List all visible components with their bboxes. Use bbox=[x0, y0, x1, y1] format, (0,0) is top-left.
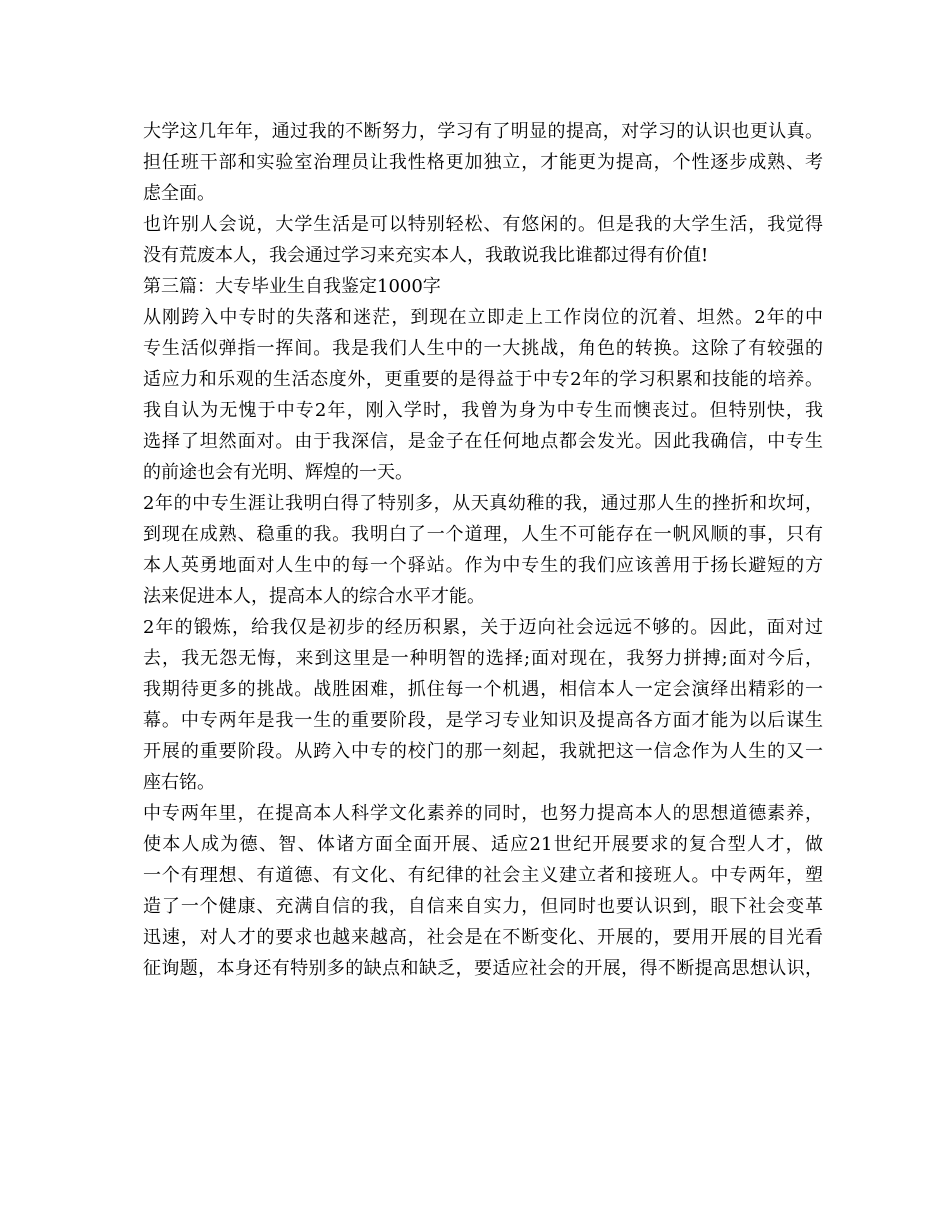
text-line: 我期待更多的挑战。战胜困难，抓住每一个机遇，相信本人一定会演绎出精彩的一 bbox=[143, 679, 823, 700]
text-line: 一个有理想、有道德、有文化、有纪律的社会主义建立者和接班人。中专两年，塑 bbox=[143, 865, 823, 886]
text-line: 使本人成为德、智、体诸方面全面开展、适应21世纪开展要求的复合型人才，做 bbox=[143, 834, 823, 855]
text-line: 幕。中专两年是我一生的重要阶段，是学习专业知识及提高各方面才能为以后谋生 bbox=[143, 710, 823, 731]
text-line: 到现在成熟、稳重的我。我明白了一个道理，人生不可能存在一帆风顺的事，只有 bbox=[143, 524, 823, 545]
text-line: 没有荒废本人，我会通过学习来充实本人，我敢说我比谁都过得有价值! bbox=[143, 245, 709, 266]
text-line: 造了一个健康、充满自信的我，自信来自实力，但同时也要认识到，眼下社会变革 bbox=[143, 896, 823, 917]
text-line: 座右铭。 bbox=[143, 772, 215, 793]
text-line: 也许别人会说，大学生活是可以特别轻松、有悠闲的。但是我的大学生活，我觉得 bbox=[143, 214, 823, 235]
text-line: 征询题，本身还有特别多的缺点和缺乏，要适应社会的开展，得不断提高思想认识， bbox=[143, 958, 823, 979]
text-line: 的前途也会有光明、辉煌的一天。 bbox=[143, 462, 413, 483]
text-line: 专生活似弹指一挥间。我是我们人生中的一大挑战，角色的转换。这除了有较强的 bbox=[143, 338, 823, 359]
document-body bbox=[143, 116, 823, 984]
text-line: 2年的锻炼，给我仅是初步的经历积累，关于迈向社会远远不够的。因此，面对过 bbox=[143, 617, 823, 638]
text-line: 法来促进本人，提高本人的综合水平才能。 bbox=[143, 586, 485, 607]
text-line: 担任班干部和实验室治理员让我性格更加独立，才能更为提高，个性逐步成熟、考 bbox=[143, 152, 823, 173]
text-line: 大学这几年年，通过我的不断努力，学习有了明显的提高，对学习的认识也更认真。 bbox=[143, 121, 823, 142]
text-line: 2年的中专生涯让我明白得了特别多，从天真幼稚的我，通过那人生的挫折和坎坷， bbox=[143, 493, 823, 514]
text-line: 本人英勇地面对人生中的每一个驿站。作为中专生的我们应该善用于扬长避短的方 bbox=[143, 555, 823, 576]
text-line: 去，我无怨无悔，来到这里是一种明智的选择;面对现在，我努力拼搏;面对今后， bbox=[143, 648, 823, 669]
text-line: 选择了坦然面对。由于我深信，是金子在任何地点都会发光。因此我确信，中专生 bbox=[143, 431, 823, 452]
text-line: 开展的重要阶段。从跨入中专的校门的那一刻起，我就把这一信念作为人生的又一 bbox=[143, 741, 823, 762]
text-line: 我自认为无愧于中专2年，刚入学时，我曾为身为中专生而懊丧过。但特别快，我 bbox=[143, 400, 823, 421]
text-line: 迅速，对人才的要求也越来越高，社会是在不断变化、开展的，要用开展的目光看 bbox=[143, 927, 823, 948]
text-line: 第三篇：大专毕业生自我鉴定1000字 bbox=[143, 276, 441, 297]
text-line: 中专两年里，在提高本人科学文化素养的同时，也努力提高本人的思想道德素养， bbox=[143, 803, 823, 824]
text-line: 虑全面。 bbox=[143, 183, 215, 204]
text-line: 适应力和乐观的生活态度外，更重要的是得益于中专2年的学习积累和技能的培养。 bbox=[143, 369, 823, 390]
text-line: 从刚跨入中专时的失落和迷茫，到现在立即走上工作岗位的沉着、坦然。2年的中 bbox=[143, 307, 823, 328]
